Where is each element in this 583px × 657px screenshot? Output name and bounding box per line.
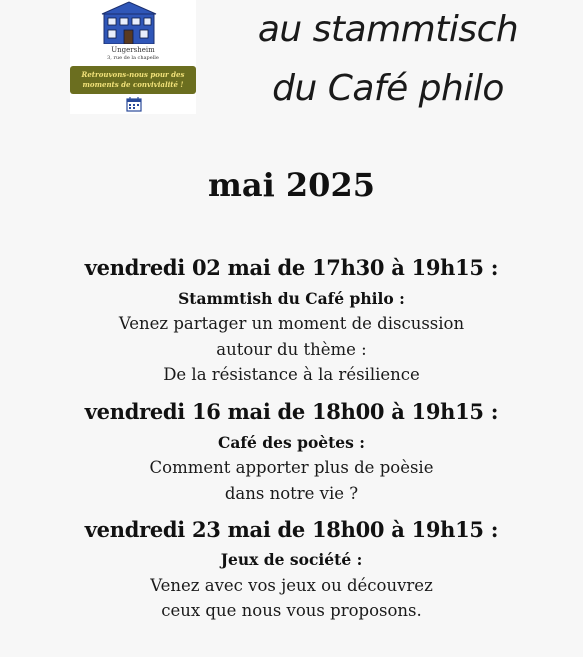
title-line-2: du Café philo <box>272 68 504 109</box>
event-text: autour du thème : <box>216 340 367 359</box>
title-line-1: au stammtisch <box>257 9 519 50</box>
month-heading: mai 2025 <box>208 166 375 204</box>
event-date: vendredi 02 mai de 17h30 à 19h15 : <box>84 255 499 280</box>
event-text: dans notre vie ? <box>224 484 359 503</box>
event-text: Comment apporter plus de poèsie <box>149 458 434 477</box>
event-title: Jeux de société : <box>220 550 363 569</box>
event-title: Café des poètes : <box>217 433 366 452</box>
logo-address: 3, rue de la chapelle <box>107 55 159 61</box>
logo-town: Ungersheim <box>111 46 155 54</box>
event-title: Stammtish du Café philo : <box>178 289 405 308</box>
event-text: Venez avec vos jeux ou découvrez <box>150 576 433 595</box>
event-date: vendredi 23 mai de 18h00 à 19h15 : <box>84 517 499 542</box>
event-text: ceux que nous vous proposons. <box>161 601 422 620</box>
house-icon <box>98 0 160 44</box>
event-text: Venez partager un moment de discussion <box>118 314 465 333</box>
event-date: vendredi 16 mai de 18h00 à 19h15 : <box>84 399 499 424</box>
logo-banner: Retrouvons-nous pour des moments de convivialité ! <box>70 66 196 94</box>
event-text: De la résistance à la résilience <box>163 365 420 384</box>
calendar-icon <box>126 96 142 112</box>
cafe-logo <box>70 0 196 114</box>
